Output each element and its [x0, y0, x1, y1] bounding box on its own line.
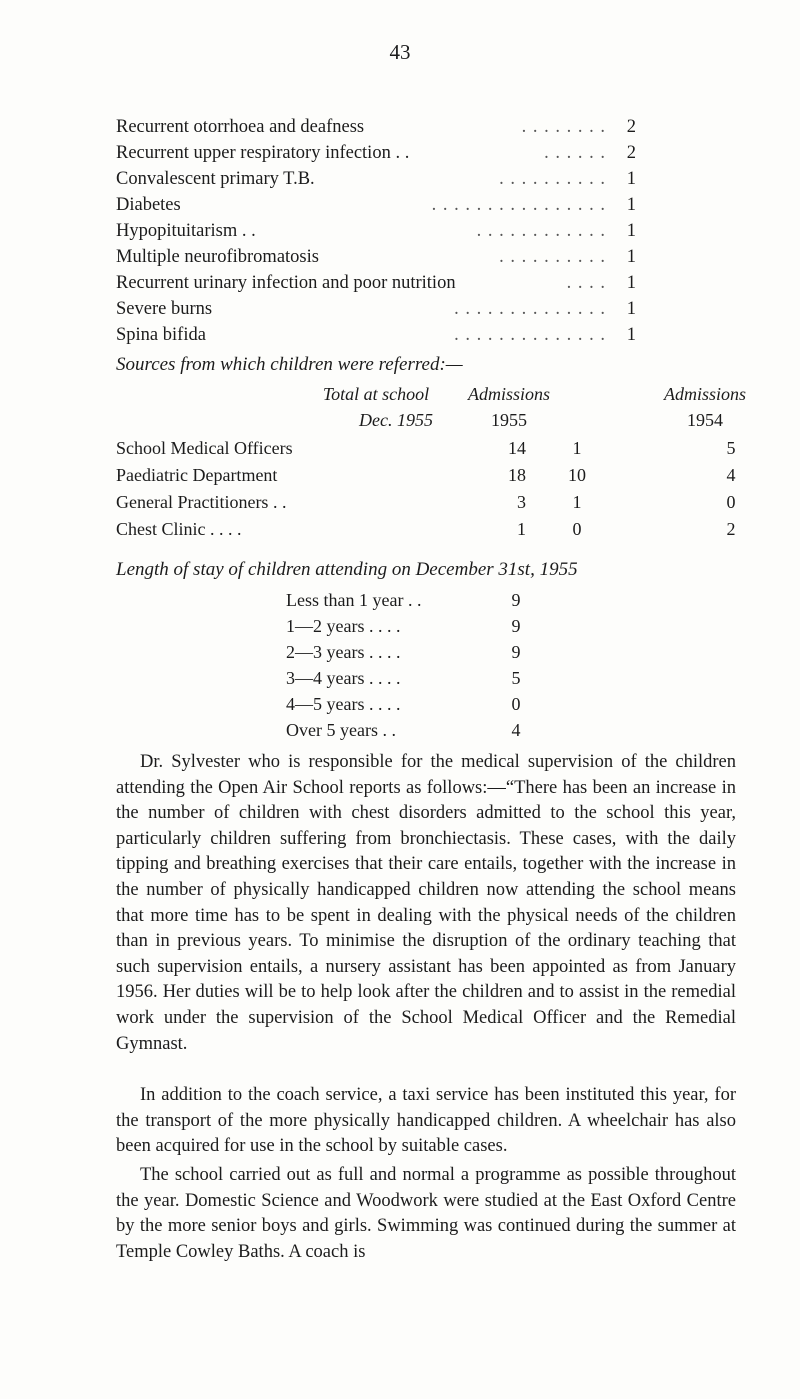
condition-count: 2: [626, 117, 636, 137]
stay-count: 9: [511, 616, 521, 636]
table-row: [286, 616, 566, 643]
condition-row: [116, 221, 636, 247]
condition-name: Recurrent upper respiratory infection . .: [116, 143, 410, 163]
condition-count: 1: [626, 247, 636, 267]
adm1955-value: 1: [572, 492, 582, 512]
table-row: [116, 492, 756, 520]
stay-label: 1—2 years . . . .: [286, 616, 401, 636]
condition-row: [116, 247, 636, 273]
leader-dots: . . . . . .: [544, 143, 606, 163]
paragraph-transport: In addition to the coach service, a taxi service has been instituted this year, for the transport of the more physically handicapped children. A wheelchair has also been acquired for use in the school by suitable cases.: [116, 1085, 736, 1157]
adm1955-header-line2: 1955: [491, 410, 527, 430]
stay-count: 0: [511, 694, 521, 714]
paragraph-report: Dr. Sylvester who is responsible for the medical supervision of the children attending the Open Air School reports as follows:—“There has been an increase in the number of children with chest disorders admitted to the school this year, particularly children suffering from bronchiectasis. These cases, with the daily tipping and breathing exercises that their care entails, together with the increase in the number of physically handicapped children now attending the school means that more time has to be spent in dealing with the physical needs of the children than in previous years. To minimise the disruption of the ordinary teaching that such supervision entails, a nursery assistant has been appointed as from January 1956. Her duties will be to help look after the children and to assist in the remedial work under the supervision of the School Medical Officer and the Remedial Gymnast.: [116, 752, 736, 1054]
adm1954-value: 0: [726, 492, 736, 512]
condition-name: Diabetes: [116, 195, 181, 215]
adm1955-header-line1: Admissions: [467, 384, 550, 404]
source-label: School Medical Officers: [116, 438, 293, 458]
page-number: 43: [389, 40, 411, 64]
stay-label: 3—4 years . . . .: [286, 668, 401, 688]
total-value: 18: [508, 465, 526, 485]
stay-count: 9: [511, 590, 521, 610]
adm1954-value: 2: [726, 519, 736, 539]
condition-name: Convalescent primary T.B.: [116, 169, 315, 189]
adm1955-value: 10: [568, 465, 586, 485]
condition-count: 1: [626, 273, 636, 293]
condition-count: 1: [626, 221, 636, 241]
total-value: 3: [517, 492, 526, 512]
table-row: [286, 720, 566, 747]
stay-count: 4: [511, 720, 521, 740]
source-label: Paediatric Department: [116, 465, 278, 485]
table-row: [286, 590, 566, 617]
source-label: General Practitioners . .: [116, 492, 287, 512]
condition-row: [116, 117, 636, 143]
total-header-line2: [346, 410, 446, 431]
leader-dots: . . . . . . . . . . . . . .: [454, 325, 606, 345]
stay-count: 9: [511, 642, 521, 662]
condition-name: Hypopituitarism . .: [116, 221, 256, 241]
leader-dots: . . . . . . . .: [521, 117, 606, 137]
condition-count: 1: [626, 299, 636, 319]
total-header-line1: Total at school: [322, 384, 430, 404]
source-label: Chest Clinic . . . .: [116, 519, 242, 539]
condition-row: [116, 195, 636, 221]
condition-row: [116, 299, 636, 325]
total-value: 14: [508, 438, 526, 458]
leader-dots: . . . .: [566, 273, 606, 293]
stay-label: Over 5 years . .: [286, 720, 396, 740]
condition-row: [116, 325, 636, 351]
condition-row: [116, 143, 636, 169]
condition-name: Multiple neurofibromatosis: [116, 247, 319, 267]
stay-count: 5: [511, 668, 521, 688]
table-row: [286, 668, 566, 695]
condition-count: 1: [626, 195, 636, 215]
adm1955-value: 1: [572, 438, 582, 458]
adm1954-header-line1: Admissions: [663, 384, 746, 404]
table-row: [116, 519, 756, 547]
adm1955-value: 0: [572, 519, 582, 539]
table-row: [286, 642, 566, 669]
condition-name: Severe burns: [116, 299, 213, 319]
table-row: [116, 465, 756, 493]
condition-name: Recurrent otorrhoea and deafness: [116, 117, 365, 137]
table-row: [116, 438, 756, 466]
leader-dots: . . . . . . . . . . . .: [476, 221, 606, 241]
stay-label: 2—3 years . . . .: [286, 642, 401, 662]
condition-name: Spina bifida: [116, 325, 206, 345]
condition-row: [116, 273, 636, 299]
sources-heading: Sources from which children were referred:—: [116, 354, 463, 375]
leader-dots: . . . . . . . . . .: [499, 247, 606, 267]
leader-dots: . . . . . . . . . . . . . . . .: [431, 195, 606, 215]
condition-count: 1: [626, 169, 636, 189]
adm1954-value: 5: [726, 438, 736, 458]
table-row: [286, 694, 566, 721]
adm1954-header-line2: 1954: [687, 410, 723, 430]
paragraph-programme: The school carried out as full and normal a programme as possible throughout the year. Domestic Science and Woodwork were studied at the East Oxford Centre by the more senior boys and girls. Swimming was continued during the summer at Temple Cowley Baths. A coach is: [116, 1165, 736, 1262]
stay-label: 4—5 years . . . .: [286, 694, 401, 714]
condition-name: Recurrent urinary infection and poor nutrition: [116, 273, 456, 293]
total-header-date: Dec. 1955: [359, 410, 433, 430]
stay-label: Less than 1 year . .: [286, 590, 422, 610]
total-value: 1: [517, 519, 526, 539]
stay-heading: Length of stay of children attending on December 31st, 1955: [116, 559, 578, 580]
condition-count: 2: [626, 143, 636, 163]
leader-dots: . . . . . . . . . . . . . .: [454, 299, 606, 319]
condition-row: [116, 169, 636, 195]
adm1954-value: 4: [726, 465, 736, 485]
leader-dots: . . . . . . . . . .: [499, 169, 606, 189]
condition-count: 1: [626, 325, 636, 345]
